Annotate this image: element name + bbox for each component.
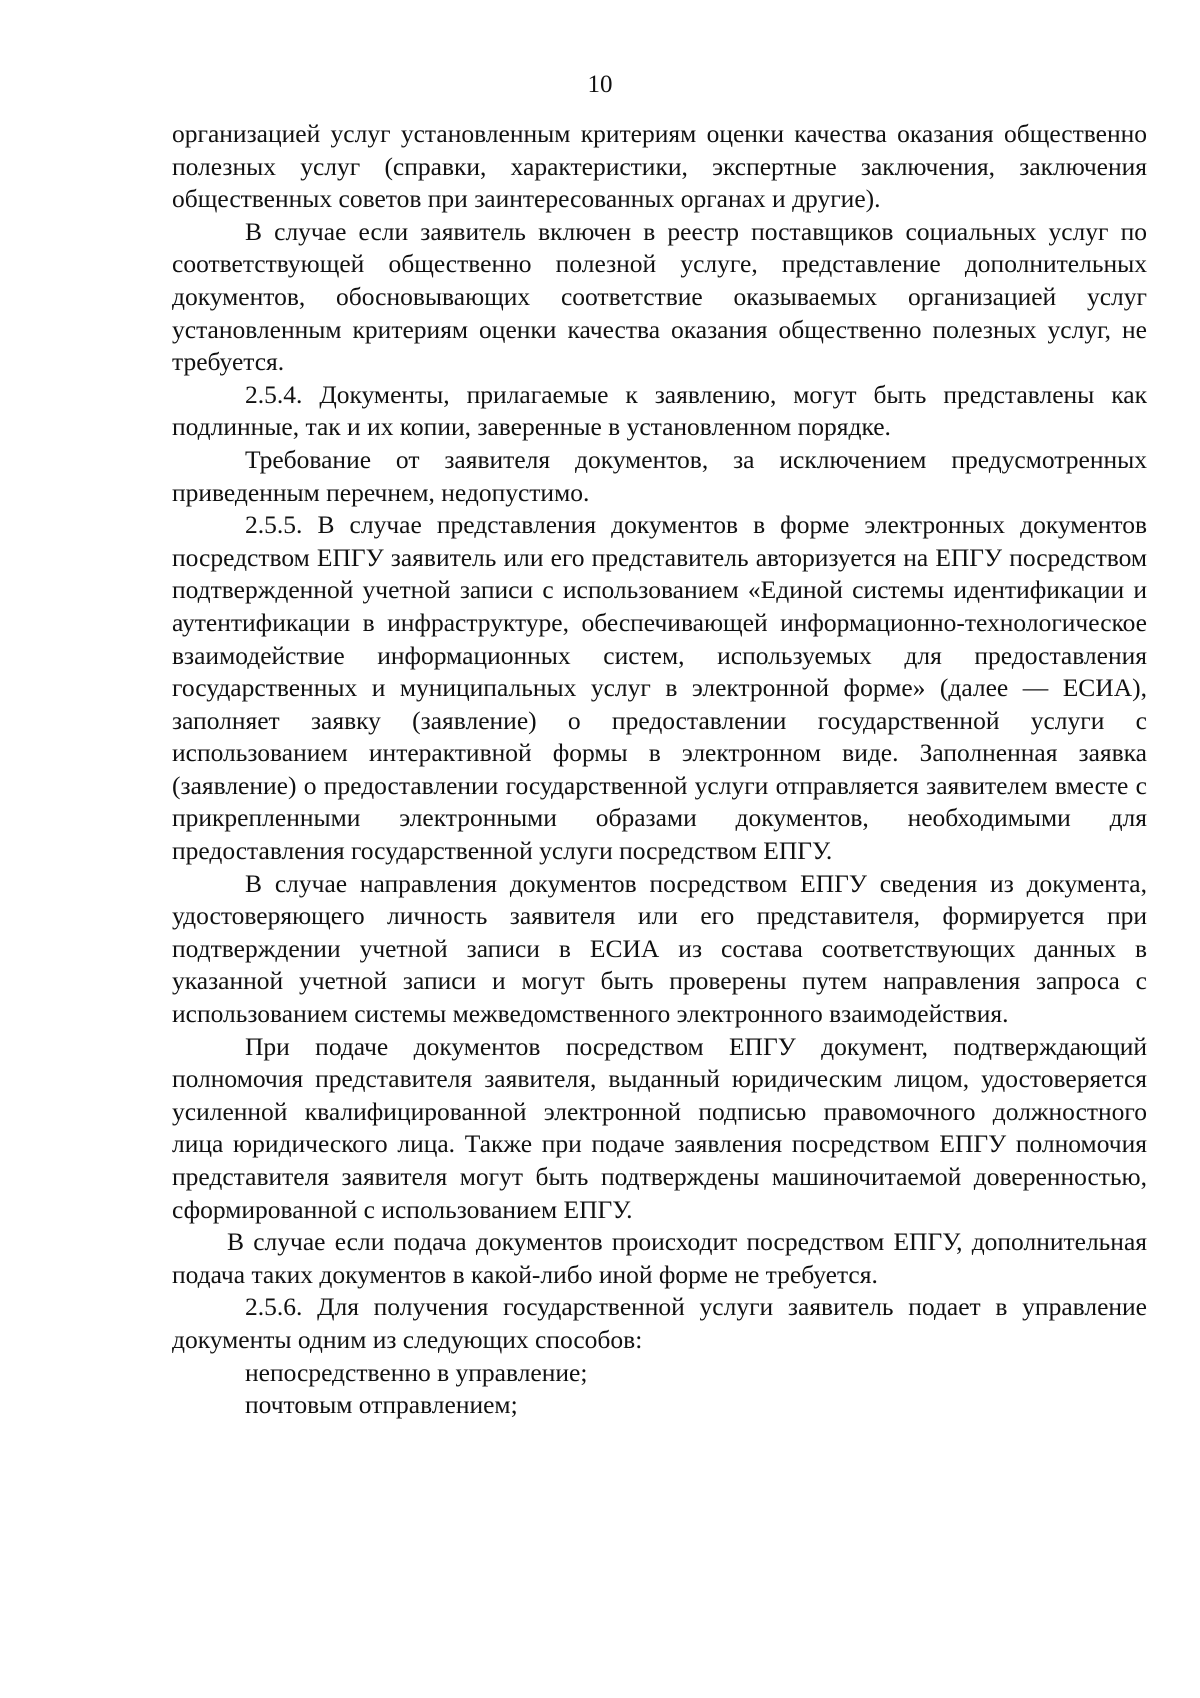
paragraph-no-additional-submission: В случае если подача документов происходит посредством ЕПГУ, дополнительная подача таких документов в какой-либо иной форме не требуется. bbox=[172, 1227, 1147, 1289]
paragraph-criteria-list-end: организацией услуг установленным критериям оценки качества оказания общественно полезных услуг (справки, характеристики, экспертные заключения, заключения общественных советов при заинтересованных органах и другие). bbox=[172, 119, 1147, 214]
paragraph-2-5-5: 2.5.5. В случае представления документов в форме электронных документов посредством ЕПГУ заявитель или его представитель авторизуется на ЕПГУ посредством подтвержденной учетной записи с использованием «Единой системы идентификации и аутентификации в инфраструктуре, обеспечивающей информационно-технологическое взаимодействие информационных систем, используемых для предоставления государственных и муниципальных услуг в электронной форме» (далее — ЕСИА), заполняет заявку (заявление) о предоставлении государственной услуги с использованием интерактивной формы в электронном виде. Заполненная заявка (заявление) о предоставлении государственной услуги отправляется заявителем вместе с прикрепленными электронными образами документов, необходимыми для предоставления государственной услуги посредством ЕПГУ. bbox=[172, 510, 1147, 866]
paragraph-2-5-6: 2.5.6. Для получения государственной услуги заявитель подает в управление документы одним из следующих способов: bbox=[172, 1292, 1147, 1354]
paragraph-2-5-4: 2.5.4. Документы, прилагаемые к заявлению, могут быть представлены как подлинные, так и их копии, заверенные в установленном порядке. bbox=[172, 379, 1147, 442]
paragraph-epgu-authority: При подаче документов посредством ЕПГУ документ, подтверждающий полномочия представителя заявителя, выданный юридическим лицом, удостоверяется усиленной квалифицированной электронной подписью правомочного должностного лица юридического лица. Также при подаче заявления посредством ЕПГУ полномочия представителя заявителя могут быть подтверждены машиночитаемой доверенностью, сформированной с использованием ЕПГУ. bbox=[172, 1031, 1147, 1224]
list-item-postal-submission: почтовым отправлением; bbox=[245, 1390, 518, 1420]
document-body bbox=[172, 118, 1147, 1422]
paragraph-registry-exemption: В случае если заявитель включен в реестр поставщиков социальных услуг по соответствующей общественно полезной услуге, представление дополнительных документов, обосновывающих соответствие оказываемых организацией услуг установленным критериям оценки качества оказания общественно полезных услуг, не требуется. bbox=[172, 216, 1147, 377]
paragraph-epgu-identity: В случае направления документов посредством ЕПГУ сведения из документа, удостоверяющего личность заявителя или его представителя, формируется при подтверждении учетной записи в ЕСИА из состава соответствующих данных в указанной учетной записи и могут быть проверены путем направления запроса с использованием системы межведомственного электронного взаимодействия. bbox=[172, 868, 1147, 1029]
page-number: 10 bbox=[587, 71, 613, 98]
paragraph-requirement-prohibition: Требование от заявителя документов, за исключением предусмотренных приведенным перечнем, недопустимо. bbox=[172, 444, 1147, 507]
list-item-direct-submission: непосредственно в управление; bbox=[245, 1357, 588, 1387]
